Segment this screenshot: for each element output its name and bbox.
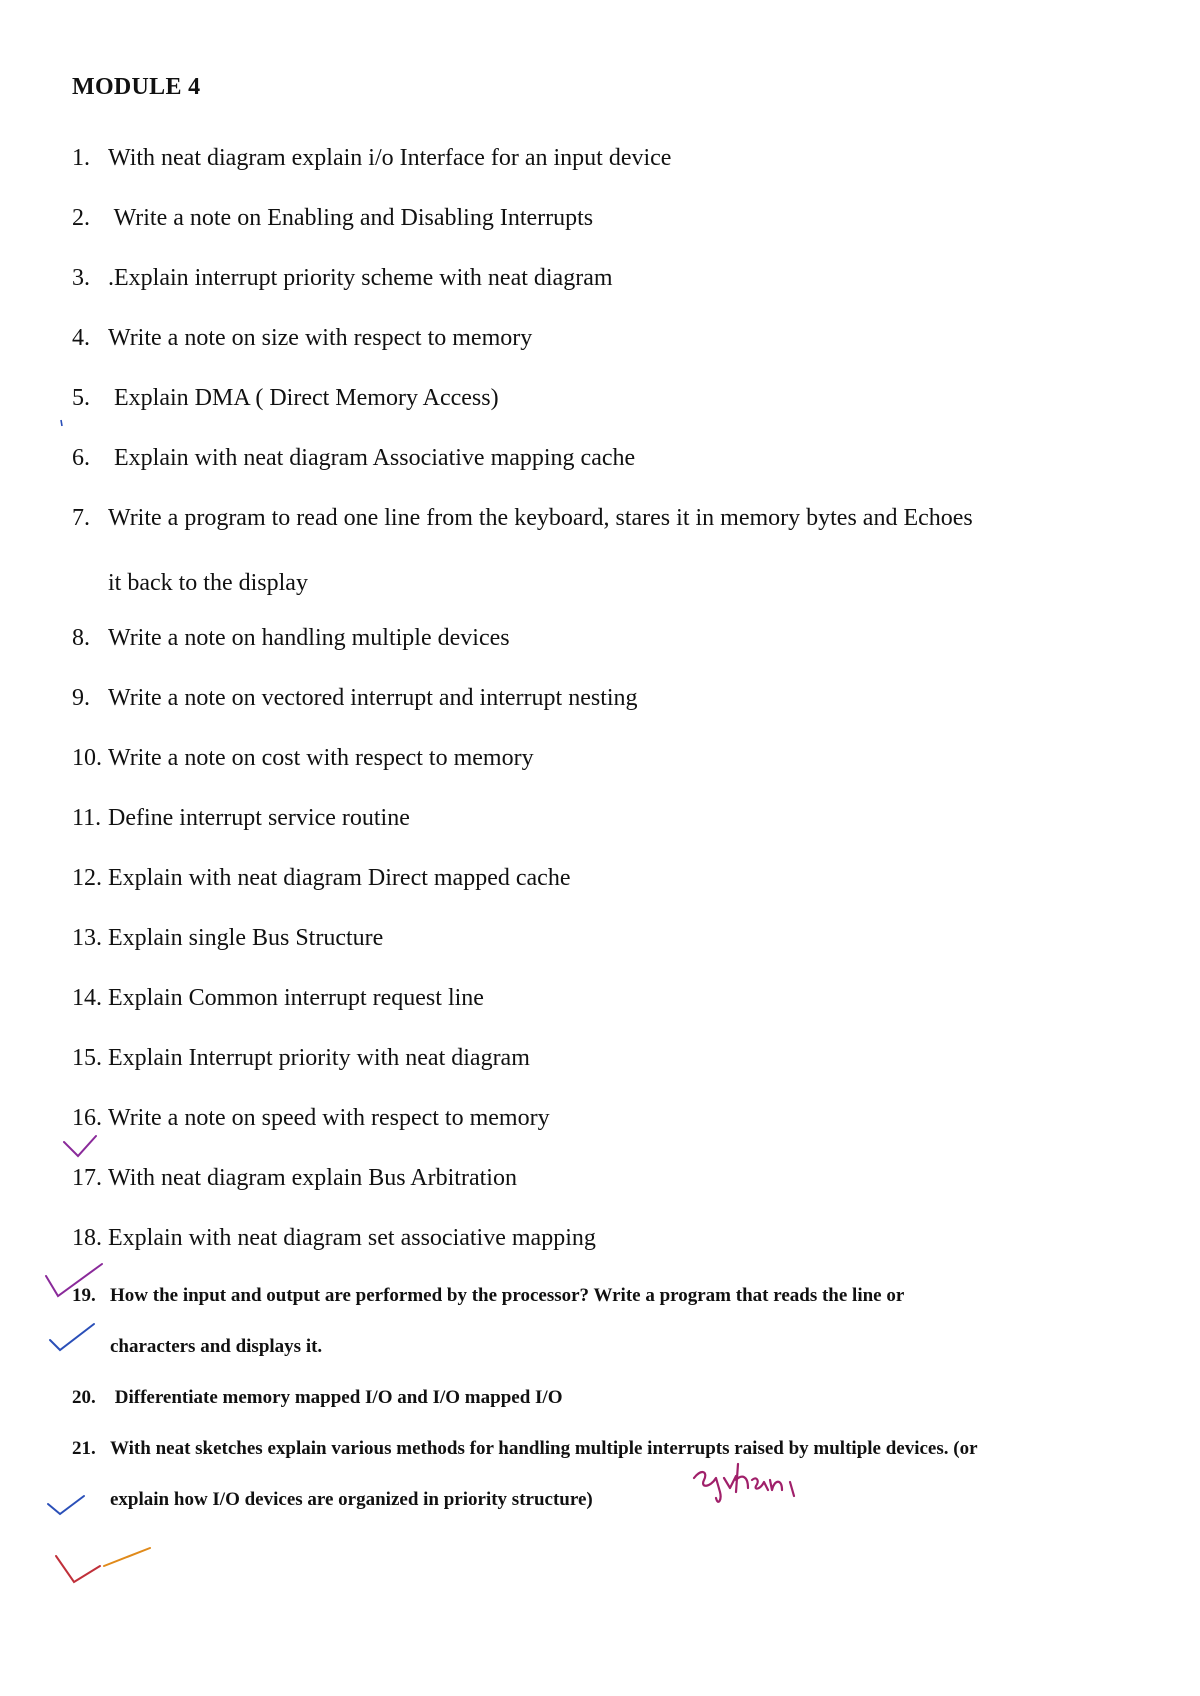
question-1 [72,126,1132,191]
question-text: Explain DMA ( Direct Memory Access) [108,385,499,411]
tick-mark-21-red [56,1556,100,1582]
question-number: 10. [72,745,102,771]
question-number: 11. [72,805,102,831]
question-text: Write a note on speed with respect to memory [108,1105,550,1131]
question-text: Write a note on Enabling and Disabling Interrupts [108,205,594,231]
question-text: Explain Common interrupt request line [108,985,484,1011]
question-text: Explain single Bus Structure [108,925,384,951]
question-text: Define interrupt service routine [108,805,410,831]
question-6 [72,426,1132,491]
question-text: Differentiate memory mapped I/O and I/O mapped I/O [110,1387,563,1408]
question-number: 6. [72,445,90,471]
question-4 [72,306,1132,371]
question-8 [72,606,1132,671]
question-14 [72,966,1132,1031]
question-text-continued: it back to the display [108,570,308,596]
question-12 [72,846,1132,911]
question-19 [72,1270,1132,1372]
question-21 [72,1423,1132,1525]
question-number: 8. [72,625,90,651]
question-text: Write a program to read one line from the keyboard, stares it in memory bytes and Echoes [108,505,973,531]
question-number: 9. [72,685,90,711]
question-number: 15. [72,1045,102,1071]
question-text: Explain with neat diagram Associative mapping cache [108,445,636,471]
question-number: 2. [72,205,90,231]
handwritten-note-explain [690,1458,820,1508]
question-text: Write a note on handling multiple devices [108,625,510,651]
question-text: With neat sketches explain various methods for handling multiple interrupts raised by multiple devices. (or [110,1438,978,1459]
question-number: 20. [72,1387,96,1408]
module-title: MODULE 4 [72,74,201,100]
question-2 [72,186,1132,251]
question-number: 18. [72,1225,102,1251]
question-11 [72,786,1132,851]
question-text: Explain with neat diagram set associative mapping [108,1225,596,1251]
question-number: 16. [72,1105,102,1131]
question-13 [72,906,1132,971]
question-number: 3. [72,265,90,291]
question-text-continued: explain how I/O devices are organized in priority structure) [110,1489,593,1510]
question-text: How the input and output are performed by the processor? Write a program that reads the line or [110,1285,905,1306]
question-number: 17. [72,1165,102,1191]
question-text: .Explain interrupt priority scheme with neat diagram [108,265,613,291]
tick-mark-21-orange [104,1548,150,1566]
question-text: With neat diagram explain i/o Interface for an input device [108,145,672,171]
question-3 [72,246,1132,311]
question-number: 12. [72,865,102,891]
question-17 [72,1146,1132,1211]
question-number: 14. [72,985,102,1011]
question-9 [72,666,1132,731]
question-18 [72,1206,1132,1271]
question-number: 4. [72,325,90,351]
question-number: 5. [72,385,90,411]
question-10 [72,726,1132,791]
question-number: 7. [72,505,90,531]
question-text-continued: characters and displays it. [110,1336,323,1357]
question-text: Explain with neat diagram Direct mapped cache [108,865,571,891]
question-number: 21. [72,1438,96,1459]
question-7 [72,486,1132,616]
question-number: 13. [72,925,102,951]
question-text: Write a note on size with respect to memory [108,325,533,351]
question-20 [72,1372,1132,1423]
ink-dot-mark [61,420,62,426]
question-number: 19. [72,1285,96,1306]
question-15 [72,1026,1132,1091]
question-text: With neat diagram explain Bus Arbitration [108,1165,517,1191]
question-text: Explain Interrupt priority with neat diagram [108,1045,530,1071]
question-16 [72,1086,1132,1151]
question-number: 1. [72,145,90,171]
question-5 [72,366,1132,431]
question-text: Write a note on vectored interrupt and interrupt nesting [108,685,638,711]
question-text: Write a note on cost with respect to memory [108,745,534,771]
